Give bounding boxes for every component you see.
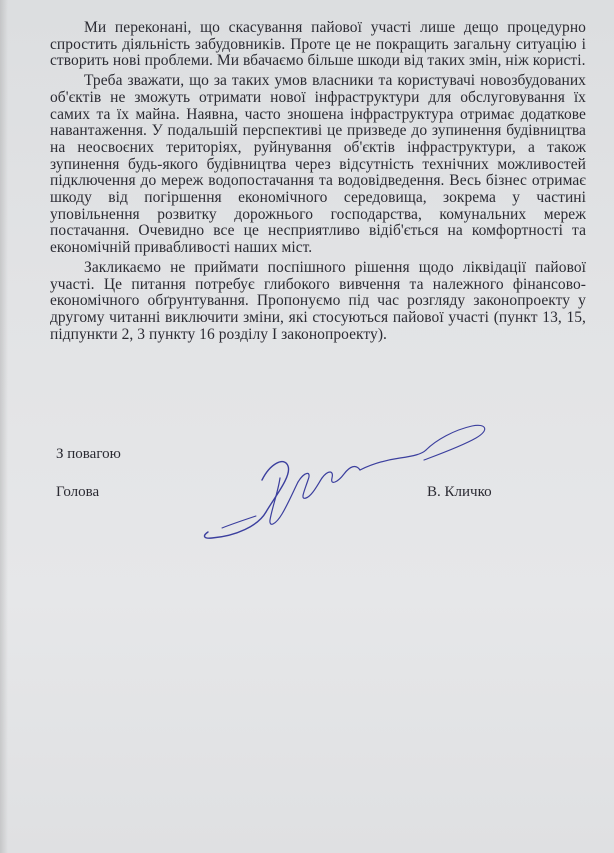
paragraph-2: Треба зважати, що за таких умов власники та користувачі новозбудованих об'єктів не зможуть отримати нової інфраструктури для обслуговування їх самих та їх майна. Наявна, часто зношена інфраструктура отримає додаткове навантаження. У подальшій перспективі це призведе до зупинення будівництва на неосвоєних територіях, руйнування об'єктів інфраструктури, а також зупинення будь-якого будівництва через відсутність технічних можливостей підключення до мереж водопостачання та водовідведення. Весь бізнес отримає шкоду від погіршення економічного середовища, зокрема у частині уповільнення розвитку дорожнього господарства, комунальних мереж постачання. Очевидно все це несприятливо відіб'ється на комфортності та економічній привабливості наших міст. <box>50 72 586 257</box>
signatory-position: Голова <box>56 484 100 500</box>
paragraph-1: Ми переконані, що скасування пайової участі лише дещо процедурно спростить діяльність забудовників. Проте це не покращить загальну ситуацію і створить нові проблеми. Ми вбачаємо більше шкоди від таких змін, ніж користі. <box>50 19 586 70</box>
handwritten-signature <box>200 420 490 550</box>
paragraph-3: Закликаємо не приймати поспішного рішення щодо ліквідації пайової участі. Це питання потребує глибокого вивчення та належного фінансово-економічного обґрунтування. Пропонуємо під час розгляду законопроекту у другому читанні виключити зміни, які стосуються пайової участі (пункт 13, 15, підпункти 2, 3 пункту 16 розділу І законопроекту). <box>50 258 586 343</box>
letter-body <box>50 20 586 346</box>
page-edge-shadow <box>0 0 8 853</box>
closing-salutation: З повагою <box>56 446 121 462</box>
signatory-name: В. Кличко <box>427 484 492 500</box>
